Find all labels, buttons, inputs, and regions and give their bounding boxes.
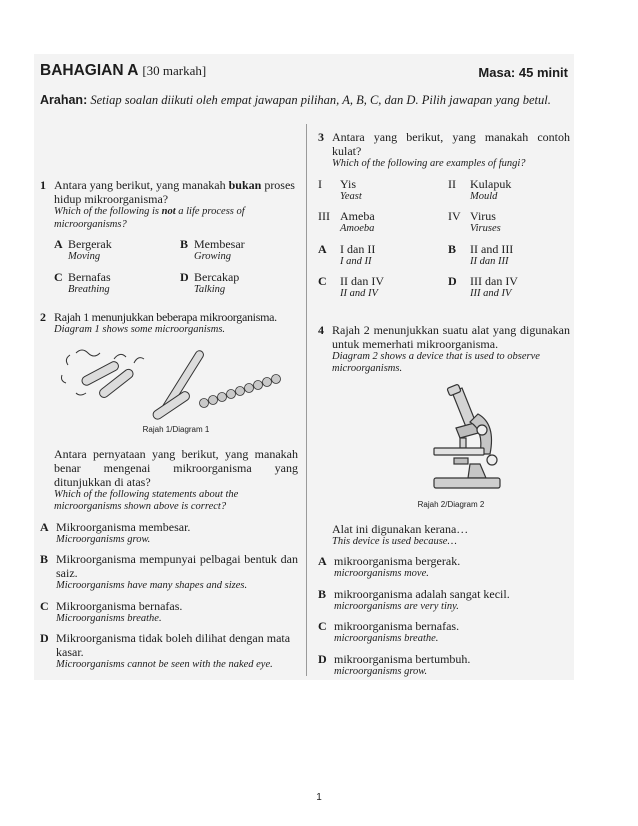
option-letter: D	[318, 651, 327, 666]
answer-options	[318, 242, 570, 301]
option-text-en: Microorganisms breathe.	[56, 612, 162, 624]
option-text-ms: I dan II	[340, 241, 376, 256]
option-text-en: II and IV	[340, 288, 378, 299]
stem-text: Antara yang berikut, yang manakah	[54, 178, 226, 192]
option-text-en: microorganisms breathe.	[334, 633, 439, 644]
instruction-label: Arahan:	[40, 93, 88, 107]
option-text-ms: Bercakap	[194, 269, 240, 284]
answer-option-d[interactable]	[448, 274, 570, 301]
option-letter: C	[318, 274, 327, 288]
option-text-ms: Membesar	[194, 237, 245, 251]
option-text-en: Breathing	[68, 283, 110, 295]
question-stem-en: This device is used because…	[332, 535, 457, 547]
diagram-2-caption: Rajah 2/Diagram 2	[417, 499, 485, 509]
answer-option-b[interactable]	[40, 552, 298, 593]
answer-option-c[interactable]	[54, 270, 172, 297]
option-letter: A	[40, 519, 49, 534]
answer-option-d[interactable]	[180, 270, 298, 297]
answer-options	[54, 237, 298, 296]
option-text-ms: Mikroorganisma membesar.	[56, 519, 191, 534]
option-letter: B	[40, 552, 49, 566]
question-stem-ms: Alat ini digunakan kerana…	[332, 521, 469, 536]
option-text-ms: mikroorganisma bergerak.	[334, 554, 461, 568]
question-1	[40, 178, 298, 296]
statement-item	[448, 209, 570, 236]
item-numeral: II	[448, 176, 456, 191]
option-letter: C	[54, 269, 63, 284]
option-text-ms: Bergerak	[68, 237, 112, 251]
item-text-en: Amoeba	[340, 223, 375, 234]
answer-option-b[interactable]	[448, 242, 570, 269]
right-column	[318, 130, 570, 678]
question-3	[318, 130, 570, 301]
option-text-en: Microorganisms have many shapes and sizes.	[56, 580, 248, 591]
page-number: 1	[316, 792, 322, 803]
option-text-ms: II dan IV	[340, 274, 384, 288]
option-text-en: III and IV	[470, 288, 512, 299]
option-letter: A	[318, 241, 327, 256]
section-marks: [30 markah]	[142, 63, 207, 78]
section-title: BAHAGIAN A	[40, 62, 139, 79]
question-stem-ms	[54, 178, 298, 206]
item-numeral: IV	[448, 209, 461, 223]
option-text-ms: II and III	[470, 241, 514, 256]
diagram-intro-ms: Rajah 1 menunjukkan beberapa mikroorganisma.	[54, 310, 277, 324]
column-divider	[306, 124, 307, 676]
option-letter: D	[40, 631, 49, 645]
answer-option-b[interactable]	[318, 587, 570, 614]
question-stem-ms: Antara pernyataan yang berikut, yang manakah benar mengenai mikroorganisma yang ditunjukkan di atas?	[54, 446, 298, 489]
question-number: 4	[318, 322, 324, 337]
option-letter: B	[318, 586, 327, 601]
stem-text: proses hidup mikroorganisma?	[54, 178, 295, 206]
question-stem-ms: Antara yang berikut, yang manakah contoh kulat?	[332, 130, 570, 158]
option-text-en: Microorganisms cannot be seen with the naked eye.	[56, 659, 273, 670]
option-text-ms: Mikroorganisma tidak boleh dilihat dengan mata kasar.	[56, 631, 291, 659]
flagellated-bacteria-icon	[62, 350, 145, 399]
option-letter: D	[180, 269, 189, 284]
question-number: 2	[40, 310, 46, 324]
diagram-intro-en: Diagram 2 shows a device that is used to observe microorganisms.	[332, 350, 540, 374]
option-letter: A	[318, 554, 327, 568]
diagram-intro-en: Diagram 1 shows some microorganisms.	[54, 324, 226, 335]
microorganisms-diagram	[58, 343, 288, 421]
answer-option-b[interactable]	[180, 237, 298, 264]
time-allowed: Masa: 45 minit	[478, 65, 568, 80]
statement-item	[318, 209, 440, 236]
option-letter: A	[54, 237, 63, 251]
option-text-en: Growing	[194, 251, 231, 262]
option-letter: B	[180, 237, 189, 251]
option-text-en: Talking	[194, 283, 226, 295]
option-text-en: microorganisms move.	[334, 568, 429, 579]
option-text-ms: mikroorganisma adalah sangat kecil.	[334, 586, 510, 601]
cocci-chain-icon	[200, 374, 281, 407]
item-numeral: I	[318, 176, 322, 191]
stem-emphasis: not	[161, 206, 176, 217]
question-number: 3	[318, 130, 324, 144]
diagram-1-caption: Rajah 1/Diagram 1	[142, 424, 210, 434]
answer-option-a[interactable]	[40, 520, 298, 547]
section-header	[40, 62, 206, 80]
item-text-en: Mould	[470, 190, 498, 202]
option-text-ms: Bernafas	[68, 269, 111, 284]
option-text-ms: mikroorganisma bernafas.	[334, 619, 460, 633]
option-text-en: Moving	[68, 251, 101, 262]
question-4	[318, 323, 570, 679]
statement-item	[448, 177, 570, 204]
answer-option-a[interactable]	[318, 554, 570, 581]
question-stem-en: Which of the following statements about the microorganisms shown above is correct?	[54, 488, 239, 512]
option-text-ms: Mikroorganisma mempunyai pelbagai bentuk dan saiz.	[56, 552, 298, 580]
stem-text: Which of the following is	[54, 206, 159, 217]
question-number: 1	[40, 178, 46, 192]
item-text-ms: Ameba	[340, 209, 375, 223]
option-text-en: microorganisms are very tiny.	[334, 600, 459, 612]
answer-option-c[interactable]	[318, 619, 570, 646]
answer-option-a[interactable]	[318, 242, 440, 269]
item-text-en: Yeast	[340, 190, 362, 202]
answer-option-c[interactable]	[40, 599, 298, 626]
stem-emphasis: bukan	[228, 178, 262, 192]
question-2	[40, 310, 298, 672]
answer-option-a[interactable]	[54, 237, 172, 264]
stem-text: a life process of microorganisms?	[54, 206, 245, 230]
item-numeral: III	[318, 209, 330, 223]
option-letter: D	[448, 274, 457, 288]
option-text-en: microorganisms grow.	[334, 665, 428, 677]
diagram-intro-ms: Rajah 2 menunjukkan suatu alat yang digunakan untuk memerhati mikroorganisma.	[332, 322, 570, 351]
statement-item	[318, 177, 440, 204]
option-text-en: I and II	[340, 255, 372, 267]
option-text-ms: III dan IV	[470, 274, 518, 288]
answer-option-d[interactable]	[40, 631, 298, 672]
answer-option-d[interactable]	[318, 652, 570, 679]
statement-items	[318, 177, 570, 236]
answer-option-c[interactable]	[318, 274, 440, 301]
option-text-ms: Mikroorganisma bernafas.	[56, 598, 183, 613]
question-stem-en: Which of the following are examples of fungi?	[332, 158, 526, 169]
option-text-ms: mikroorganisma bertumbuh.	[334, 651, 471, 666]
item-text-ms: Kulapuk	[470, 176, 512, 191]
left-column	[40, 178, 298, 672]
rod-bacteria-icon	[151, 349, 205, 421]
option-letter: C	[40, 598, 49, 613]
item-text-en: Viruses	[470, 223, 501, 234]
item-text-ms: Yis	[340, 176, 357, 191]
question-stem-en	[54, 206, 298, 231]
option-text-en: Microorganisms grow.	[56, 533, 151, 545]
microscope-icon	[394, 384, 504, 494]
item-text-ms: Virus	[470, 209, 496, 223]
instruction	[40, 93, 551, 108]
option-text-en: II dan III	[470, 255, 509, 267]
instruction-text: Setiap soalan diikuti oleh empat jawapan pilihan, A, B, C, dan D. Pilih jawapan yang betul.	[90, 93, 551, 107]
option-letter: C	[318, 619, 327, 633]
option-letter: B	[448, 241, 457, 256]
